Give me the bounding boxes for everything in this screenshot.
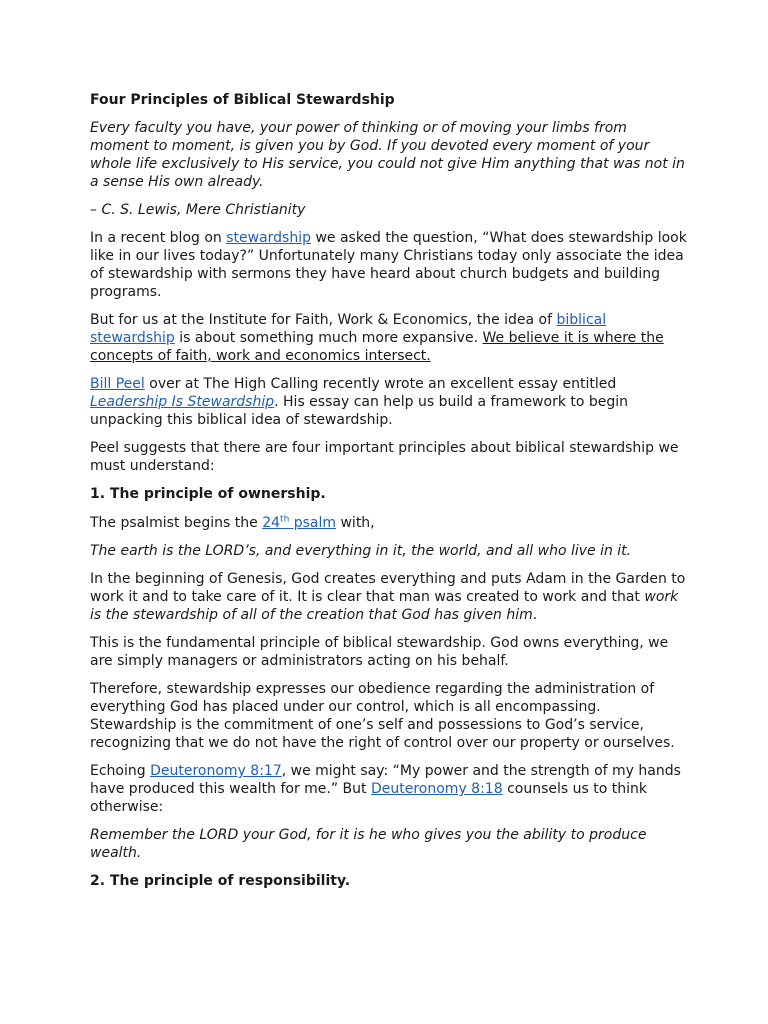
paragraph-deuteronomy [90, 762, 690, 816]
paragraph-text: over at The High Calling recently wrote an excellent essay entitled [144, 376, 617, 392]
paragraph-genesis [90, 570, 690, 624]
paragraph-obedience: Therefore, stewardship expresses our obedience regarding the administration of everything God has placed under our control, which is all encompassing. Stewardship is the commitment of one’s self and possessions to God’s service, recognizing that we do not have the right of control over our property or ourselves. [90, 681, 675, 751]
psalm-24-link[interactable] [262, 515, 336, 531]
paragraph-text: counsels us to think otherwise: [90, 781, 647, 815]
paragraph-peel-essay [90, 375, 690, 429]
paragraph-text: is about something much more expansive. [174, 330, 483, 346]
paragraph-text: Echoing [90, 763, 151, 779]
paragraph-four-principles: Peel suggests that there are four important principles about biblical stewardship we must understand: [90, 440, 679, 474]
paragraph-text: The psalmist begins the [90, 515, 263, 531]
underlined-statement: We believe it is where the concepts of faith, work and economics intersect. [90, 330, 664, 364]
paragraph-text: In a recent blog on [90, 230, 227, 246]
paragraph-intro [90, 229, 690, 301]
page-title: Four Principles of Biblical Stewardship [90, 92, 395, 108]
italic-phrase: work is the stewardship of all of the creation that God has given him [90, 589, 679, 623]
heading-responsibility: 2. The principle of responsibility. [90, 873, 351, 889]
deuteronomy-8-18-link[interactable]: Deuteronomy 8:18 [370, 781, 503, 797]
psalm-number: 24 [262, 515, 281, 531]
paragraph-fundamental: This is the fundamental principle of biblical stewardship. God owns everything, we are simply managers or administrators acting on his behalf. [90, 635, 669, 669]
paragraph-text: . [532, 607, 538, 623]
epigraph-quote: Every faculty you have, your power of thinking or of moving your limbs from moment to moment, is given you by God. If you devoted every moment of your whole life exclusively to His service, you could not give Him anything that was not in a sense His own already. [90, 120, 685, 190]
paragraph-text: But for us at the Institute for Faith, Work & Economics, the idea of [90, 312, 557, 328]
document-body [90, 91, 690, 901]
leadership-essay-link[interactable]: Leadership Is Stewardship [90, 394, 275, 410]
psalm-label: psalm [289, 515, 337, 531]
ordinal-suffix: th [280, 514, 290, 525]
paragraph-text: In the beginning of Genesis, God creates everything and puts Adam in the Garden to work it and to take care of it. It is clear that man was created to work and that [90, 571, 686, 605]
deuteronomy-8-17-link[interactable]: Deuteronomy 8:17 [150, 763, 282, 779]
paragraph-text: , we might say: “My power and the strength of my hands have produced this wealth for me.” But [90, 763, 681, 797]
paragraph-institute [90, 311, 690, 365]
verse-psalm-24: The earth is the LORD’s, and everything in it, the world, and all who live in it. [90, 543, 632, 559]
stewardship-link[interactable]: stewardship [226, 230, 311, 246]
verse-deuteronomy: Remember the LORD your God, for it is he who gives you the ability to produce wealth. [90, 827, 647, 861]
bill-peel-link[interactable]: Bill Peel [90, 376, 145, 392]
paragraph-text: with, [336, 515, 375, 531]
epigraph-attribution: – C. S. Lewis, Mere Christianity [90, 202, 306, 218]
paragraph-text: . His essay can help us build a framework to begin unpacking this biblical idea of stewardship. [90, 394, 629, 428]
paragraph-psalm [90, 514, 690, 532]
paragraph-text: we asked the question, “What does stewardship look like in our lives today?” Unfortunately many Christians today only associate the idea of stewardship with sermons they have heard about church budgets and building programs. [90, 230, 687, 300]
biblical-stewardship-link[interactable]: biblical stewardship [90, 312, 607, 346]
heading-ownership: 1. The principle of ownership. [90, 486, 326, 502]
